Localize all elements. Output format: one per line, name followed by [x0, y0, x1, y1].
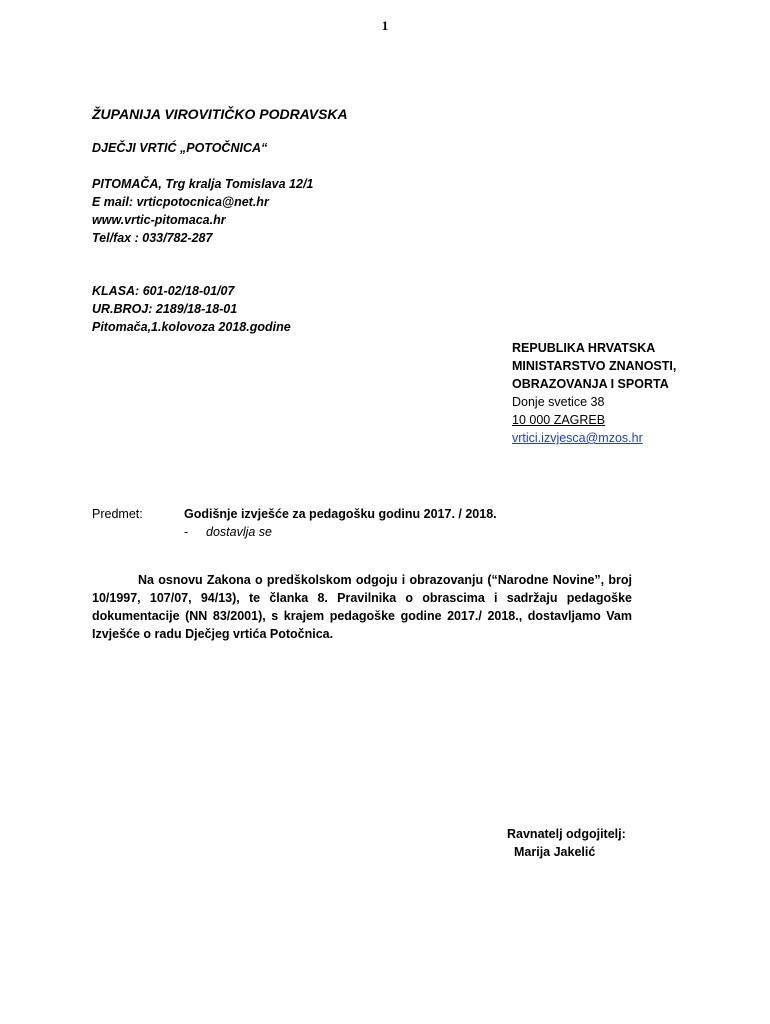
page-number: 1: [381, 18, 389, 33]
sender-telfax: Tel/fax : 033/782-287: [92, 231, 213, 245]
sender-block: [92, 105, 512, 336]
sender-website: www.vrtic-pitomaca.hr: [92, 213, 226, 227]
subject-note-dash: -: [184, 525, 189, 539]
subject-note: dostavlja se: [206, 525, 273, 539]
body-paragraph: Na osnovu Zakona o predškolskom odgoju i obrazovanju (“Narodne Novine”, broj 10/1997, 107/07, 94/13), te članka 8. Pravilnika o obrascima i sadržaju pedagoške dokumentacije (NN 83/2001), s krajem pedagoške godine 2017./ 2018., dostavljamo Vam Izvješće o radu Dječjeg vrtića Potočnica.: [92, 572, 632, 641]
sender-county: ŽUPANIJA VIROVITIČKO PODRAVSKA: [92, 106, 348, 122]
recipient-line3: OBRAZOVANJA I SPORTA: [512, 377, 669, 391]
recipient-block: [512, 339, 752, 447]
signature-role: Ravnatelj odgojitelj:: [507, 827, 626, 841]
recipient-email-link[interactable]: vrtici.izvjesca@mzos.hr: [512, 431, 643, 445]
sender-institution: DJEČJI VRTIĆ „POTOČNICA“: [92, 141, 268, 155]
document-urbroj: UR.BROJ: 2189/18-18-01: [92, 302, 238, 316]
document-klasa: KLASA: 601-02/18-01/07: [92, 284, 235, 298]
subject-label: Predmet:: [92, 507, 143, 521]
document-place-date: Pitomača,1.kolovoza 2018.godine: [92, 320, 291, 334]
recipient-line1: REPUBLIKA HRVATSKA: [512, 341, 656, 355]
sender-email: E mail: vrticpotocnica@net.hr: [92, 195, 269, 209]
subject-block: [92, 505, 652, 541]
sender-address: PITOMAČA, Trg kralja Tomislava 12/1: [92, 177, 314, 191]
signature-block: [507, 825, 707, 861]
recipient-street: Donje svetice 38: [512, 395, 605, 409]
signature-name: Marija Jakelić: [514, 845, 596, 859]
recipient-line2: MINISTARSTVO ZNANOSTI,: [512, 359, 677, 373]
recipient-city: 10 000 ZAGREB: [512, 413, 606, 427]
subject-title: Godišnje izvješće za pedagošku godinu 2017. / 2018.: [184, 507, 497, 521]
